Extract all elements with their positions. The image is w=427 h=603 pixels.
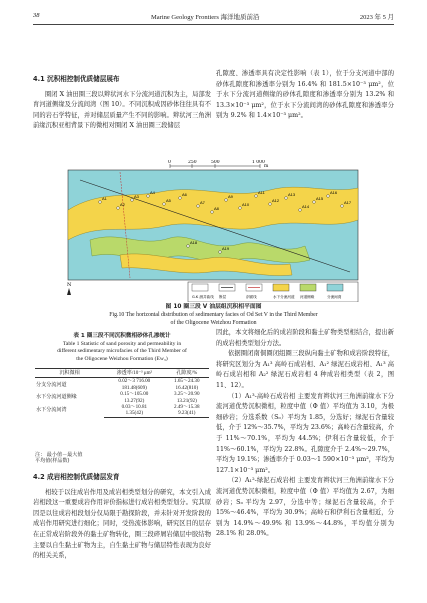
table-cell: 13.27(92) — [124, 397, 145, 404]
table-cell: 181.48(609) — [121, 384, 147, 391]
table-note — [35, 452, 82, 465]
well-marker — [163, 203, 166, 206]
well-label: A5 — [166, 198, 171, 203]
paragraph: （2）A₁²-绿泥石成岩相 主要发育辫状河三角洲前缘水下分流河道优势沉积微相，粒度中值（Φ 值）平均值为 2.67，为细砂岩；Sₒ 平均为 2.97，分选中等；绿泥石含量较高，介于 15%～46.4%，平均为 30.9%；高岭石和伊利石含量相近，分别为 14.9%～49.9% 和 13.9%～44.8%，平均值分别为 28.1% 和 28.0%。 — [216, 477, 394, 538]
table-caption-en-3: the Oligocene Weizhou Formation (Ew₃) — [76, 355, 168, 362]
table-cell: 0.03～10.81 — [121, 404, 148, 411]
scale-bar — [168, 160, 269, 169]
well-label: A10 — [242, 202, 250, 207]
left-column-bottom — [33, 472, 211, 562]
right-column-bottom — [216, 328, 394, 540]
paragraph: 孔隙度、渗透率具有决定性影响（表 1），位于分支河道中部的砂体孔隙度和渗透率分别为 16.4% 和 181.5×10⁻³ μm²，位于水下分流河道侧缘的砂体孔隙度和渗透率分别为 13.2% 和 13.3×10⁻³ μm²，位于水下分流间湾的砂体孔隙度和渗透率分别为 9.2% 和 1.4×10⁻³ μm²。 — [216, 70, 394, 120]
well-marker — [341, 205, 344, 208]
well-label: A15 — [316, 196, 324, 201]
well-marker — [285, 197, 288, 200]
table-cell-facies: 水下分流间湾 — [36, 407, 67, 414]
section-title-4-2: 4.2 成岩相控制优质储层发育 — [33, 473, 120, 481]
figure-10-caption — [33, 303, 394, 327]
table-row — [35, 378, 209, 385]
well-label: A3 — [134, 194, 139, 199]
well-label: A12 — [272, 198, 280, 203]
well-marker — [147, 195, 150, 198]
page-header — [33, 10, 394, 22]
journal-name: Marine Geology Frontiers 海洋地质前沿 — [151, 14, 260, 21]
legend-label: 剖面线 — [246, 295, 257, 299]
well-label: A19 — [222, 246, 230, 251]
well-marker — [99, 201, 102, 204]
page-number: 38 — [33, 12, 40, 19]
table-1-caption — [33, 333, 211, 363]
table-cell: 3.25～20.90 — [174, 391, 200, 398]
well-label: A13 — [288, 192, 296, 197]
table-cell: 9.23(41) — [165, 410, 209, 417]
well-marker — [117, 207, 120, 210]
legend-label: 断层 — [219, 295, 227, 299]
section-title-4-1: 4.1 沉积相控制优质储层展布 — [33, 75, 120, 83]
table-cell-facies: 水下分流河道侧缘 — [36, 394, 77, 401]
issue-date: 2023 年 5 月 — [359, 14, 394, 21]
well-marker — [239, 207, 242, 210]
table-header: 沉积微相 — [35, 369, 104, 378]
well-label: A16 — [330, 190, 338, 195]
facies-map-svg — [60, 160, 368, 302]
figure-10-facies-map — [60, 160, 368, 302]
table-cell: 0.02～3 716.00 — [118, 378, 151, 385]
table-header-row — [35, 369, 209, 378]
figure-caption-en-1: Fig.10 The horizontal distribution of sedimentary facies of Od Set V in the Third Member — [109, 312, 318, 318]
legend-label: 水下分流河道 — [273, 295, 295, 299]
table-cell: 16.42(810) — [175, 384, 199, 391]
well-label: A8 — [214, 206, 219, 211]
table-cell: 1.65～24.30 — [174, 378, 200, 385]
table-note-line: 注： 最小值－最大值 — [35, 452, 83, 458]
well-label: A18 — [190, 240, 198, 245]
table-header: 孔隙度/% — [165, 369, 209, 378]
well-marker — [219, 251, 222, 254]
table-note-line: 平均值(样品数) — [35, 458, 70, 465]
well-label: A9 — [228, 194, 233, 199]
table-1-porosity-permeability — [35, 368, 209, 418]
well-marker — [225, 199, 228, 202]
paragraph: 圈闭 X 油田圈三段以辫状河水下分流河道沉积为主，局部发育河道侧缘及分流间湾（图 10）。不同沉积成因砂体往往具有不同的岩石学特征，并对储层质量产生不同的影响。辫状河三角洲前缘沉积亚相背景下的微相对圈闭 X 油田圈三段储层 — [33, 90, 211, 130]
well-marker — [313, 201, 316, 204]
scale-tick-250: 250 — [188, 160, 197, 165]
header-rule — [33, 24, 394, 25]
well-marker — [211, 211, 214, 214]
table-caption-en-2: different sedimentary microfacies of the Third Member of — [57, 348, 187, 355]
well-marker — [299, 209, 302, 212]
well-label: A6 — [182, 192, 187, 197]
table-cell-facies: 分支分流河道 — [36, 381, 67, 388]
well-label: A14 — [302, 204, 310, 209]
legend-swatch — [273, 284, 289, 291]
left-column-top — [33, 74, 211, 132]
well-label: A11 — [258, 190, 265, 195]
well-label: A2 — [120, 202, 125, 207]
right-column-top — [216, 69, 394, 122]
table-cell: 0.15～105.00 — [120, 391, 149, 398]
paragraph: （1）A₁³-高岭石成岩相 主要发育辫状河三角洲前缘水下分流河道优势沉积微相，粒度中值（Φ 值）平均值为 3.10，为极细砂岩；分选系数（Sₒ）平均为 1.85，分选好；绿泥石含量较低，介于 12%～35.7%，平均为 23.6%；高岭石含量较高，介于 11%～70.1%，平均为 44.5%；伊利石含量较低，介于 11%～60.1%，平均为 22.8%。孔隙度介于 2.4%～29.7%，平均为 19.1%；渗透率介于 0.03～1 590×10⁻³ μm²，平均为 127.1×10⁻³ μm²。 — [216, 392, 394, 474]
figure-caption-en-2: of the Oligocene Weizhou Formation — [170, 320, 257, 326]
well-marker — [187, 245, 190, 248]
table-cell: 1.35(42) — [104, 410, 165, 417]
paragraph: 依据圈闭南侗圈闭组圈三段纵向黏土矿物和成岩阶段特征，将研究区划分为 A₁³ 高岭石成岩相、A₁² 绿泥石成岩相、A₁³ 高岭石成岩相和 A₂² 绿泥石成岩相 4 种成岩相类型（表 2，图 11、12）。 — [216, 350, 394, 389]
table-row — [35, 391, 209, 397]
scale-tick-500: 500 — [211, 160, 220, 165]
legend-label: 河道侧缘 — [300, 295, 315, 299]
well-label: A4 — [150, 190, 155, 195]
legend-label: G.K 测井曲线 — [192, 295, 214, 299]
well-label: A1 — [102, 196, 107, 201]
well-marker — [327, 195, 330, 198]
table-caption-zh: 表 1 圈三段不同沉积微相砂体孔渗统计 — [73, 333, 171, 339]
paragraph: 因此，本文将细化后的成岩阶段和黏土矿物类型相结合，提出新的成岩相类型划分方法。 — [216, 329, 394, 347]
table-caption-en-1: Table 1 Statistic of sand porosity and permeability in — [62, 340, 182, 347]
well-marker — [179, 197, 182, 200]
well-marker — [255, 195, 258, 198]
table-cell: 2.49～15.38 — [174, 404, 200, 411]
north-arrow-icon — [67, 282, 72, 295]
legend-swatch — [300, 284, 316, 291]
scale-unit: m — [264, 164, 269, 169]
scale-tick-1000: 1 000 — [252, 160, 265, 165]
well-marker — [197, 205, 200, 208]
table-header: 渗透率/10⁻³ μm² — [104, 369, 165, 378]
well-marker — [131, 199, 134, 202]
well-label: A17 — [344, 200, 352, 205]
legend-label: 分流间湾 — [327, 295, 342, 299]
map-legend — [188, 282, 358, 302]
legend-swatch — [327, 284, 343, 291]
table-cell: 13.21(92) — [176, 397, 197, 404]
legend-swatch — [192, 284, 208, 291]
paragraph: 相较于以往成岩作用及成岩相类型划分的研究，本文引入成岩相段这一重要成岩作用评价指标进行成岩相类型划分。究其原因是以往成岩相段划分仅局限于勘探阶段，并未针对开发阶段的成岩作用研究进行细化；同时，受热流体影响，研究区目的层存在正常成岩阶段外的黏土矿物转化，圈三段碎屑岩储层中胶结物主要以自生黏土矿物为主，自生黏土矿物与储层特性表现为良好的相关关系， — [33, 488, 211, 560]
well-marker — [269, 203, 272, 206]
well-label: A7 — [200, 200, 205, 205]
figure-caption-zh: 图 10 圈三段 V 油层组沉积相平面图 — [165, 304, 262, 310]
scale-tick-0: 0 — [168, 160, 171, 165]
svg-text:N: N — [67, 282, 72, 288]
